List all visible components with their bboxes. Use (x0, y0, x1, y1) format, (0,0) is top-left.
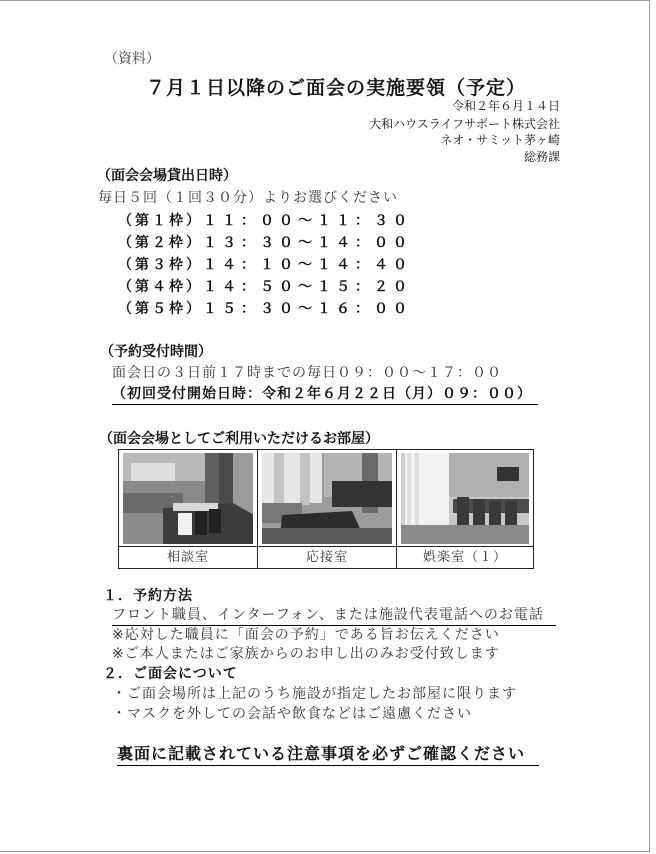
visit-rule-1: ・ご面会場所は上記のうち施設が指定したお部屋に限ります (112, 686, 517, 702)
reservation-note-2: ※ご本人またはご家族からのお申し出のみお受付致します (112, 646, 500, 662)
slot-time: １１：００～１１：３０ (203, 213, 412, 229)
room-recreation (397, 450, 533, 568)
slot-label: （第３枠） (118, 257, 203, 273)
rental-intro: 毎日５回（１回３０分）よりお選びください (98, 190, 398, 206)
slot-label: （第５枠） (118, 301, 203, 317)
slot-label: （第１枠） (118, 213, 203, 229)
slot-3 (118, 254, 412, 274)
department-name: 総務課 (523, 150, 560, 164)
section-2-heading: ２．ご面会について (103, 666, 238, 682)
slot-4 (118, 276, 412, 296)
reservation-note-1: ※応対した職員に「面会の予約」である旨お伝えください (112, 627, 500, 643)
room-reception (258, 450, 397, 568)
slot-time: １５：３０～１６：００ (203, 301, 412, 317)
slot-time: １３：３０～１４：００ (203, 235, 412, 251)
rooms-photo-table (118, 449, 534, 569)
recreation-room-photo (401, 453, 529, 544)
visit-rule-2: ・マスクを外しての会話や飲食などはご遠慮ください (112, 706, 472, 722)
first-reception-date: （初回受付開始日時：令和２年６月２２日（月）０９：００） (112, 383, 538, 405)
section-1-heading: １．予約方法 (103, 588, 193, 604)
reception-room-photo (262, 453, 392, 544)
reservation-time-body: 面会日の３日前１７時までの毎日０９：００～１７：００ (112, 365, 502, 381)
issue-date: 令和２年６月１４日 (451, 99, 560, 113)
facility-name: ネオ・サミット茅ヶ崎 (440, 133, 560, 147)
company-name: 大和ハウスライフサポート株式会社 (369, 117, 560, 131)
slot-5 (118, 298, 412, 318)
slot-1 (118, 210, 412, 230)
slot-label: （第４枠） (118, 279, 203, 295)
document-label: （資料） (104, 51, 160, 67)
reservation-time-heading: （予約受付時間） (100, 344, 212, 360)
room-caption: 娯楽室（１） (397, 546, 533, 568)
page-title: ７月１日以降のご面会の実施要領（予定） (146, 77, 527, 99)
slot-label: （第２枠） (118, 235, 203, 251)
rental-heading: （面会会場貸出日時） (97, 168, 237, 184)
room-caption: 応接室 (258, 546, 396, 568)
footer-notice: 裏面に記載されている注意事項を必ずご確認ください (117, 741, 539, 766)
slot-time: １４：１０～１４：４０ (203, 257, 412, 273)
room-caption: 相談室 (119, 546, 257, 568)
slot-time: １４：５０～１５：２０ (203, 279, 412, 295)
slot-2 (118, 232, 412, 252)
consultation-room-photo (123, 453, 253, 544)
room-consultation (119, 450, 258, 568)
rooms-heading: （面会会場としてご利用いただけるお部屋） (99, 431, 379, 447)
reservation-method: フロント職員、インターフォン、または施設代表電話へのお電話 (112, 604, 556, 626)
